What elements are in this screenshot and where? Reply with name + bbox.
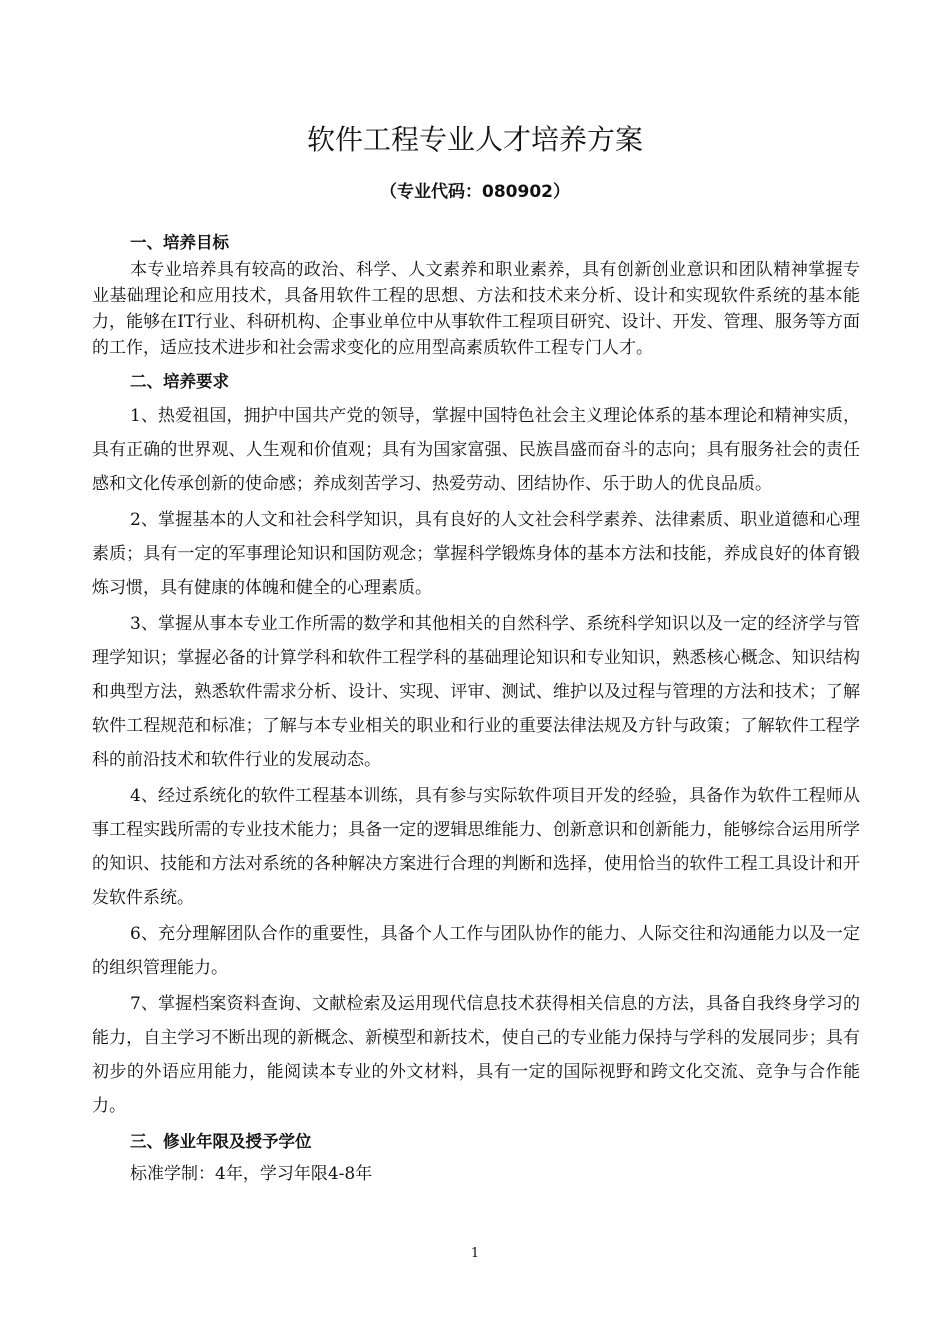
requirement-item-7: 7、掌握档案资料查询、文献检索及运用现代信息技术获得相关信息的方法，具备自我终身学习的能力，自主学习不断出现的新概念、新模型和新技术，使自己的专业能力保持与学科的发展同步；具有初步的外语应用能力，能阅读本专业的外文材料，具有一定的国际视野和跨文化交流、竞争与合作能力。 bbox=[92, 994, 860, 1116]
requirement-item-2: 2、掌握基本的人文和社会科学知识，具有良好的人文社会科学素养、法律素质、职业道德和心理素质；具有一定的军事理论知识和国防观念；掌握科学锻炼身体的基本方法和技能，养成良好的体育锻炼习惯，具有健康的体魄和健全的心理素质。 bbox=[92, 510, 860, 598]
section-heading-goal: 一、培养目标 bbox=[130, 233, 229, 252]
duration-paragraph: 标准学制：4年，学习年限4-8年 bbox=[130, 1164, 373, 1184]
section-heading-duration: 三、修业年限及授予学位 bbox=[130, 1132, 312, 1151]
requirement-item-1: 1、热爱祖国，拥护中国共产党的领导，掌握中国特色社会主义理论体系的基本理论和精神实质，具有正确的世界观、人生观和价值观；具有为国家富强、民族昌盛而奋斗的志向；具有服务社会的责任感和文化传承创新的使命感；养成刻苦学习、热爱劳动、团结协作、乐于助人的优良品质。 bbox=[92, 406, 860, 494]
document-title: 软件工程专业人才培养方案 bbox=[306, 123, 643, 156]
major-code: （专业代码：080902） bbox=[380, 182, 570, 202]
goal-paragraph: 本专业培养具有较高的政治、科学、人文素养和职业素养，具有创新创业意识和团队精神掌握专业基础理论和应用技术，具备用软件工程的思想、方法和技术来分析、设计和实现软件系统的基本能力，能够在IT行业、科研机构、企事业单位中从事软件工程项目研究、设计、开发、管理、服务等方面的工作，适应技术进步和社会需求变化的应用型高素质软件工程专门人才。 bbox=[92, 260, 860, 358]
page-number: 1 bbox=[470, 1246, 480, 1261]
requirement-item-6: 6、充分理解团队合作的重要性，具备个人工作与团队协作的能力、人际交往和沟通能力以及一定的组织管理能力。 bbox=[92, 924, 860, 978]
requirement-item-3: 3、掌握从事本专业工作所需的数学和其他相关的自然科学、系统科学知识以及一定的经济学与管理学知识；掌握必备的计算学科和软件工程学科的基础理论知识和专业知识，熟悉核心概念、知识结构和典型方法，熟悉软件需求分析、设计、实现、评审、测试、维护以及过程与管理的方法和技术；了解软件工程规范和标准；了解与本专业相关的职业和行业的重要法律法规及方针与政策；了解软件工程学科的前沿技术和软件行业的发展动态。 bbox=[92, 614, 860, 770]
document-body bbox=[92, 229, 860, 1191]
requirement-item-4: 4、经过系统化的软件工程基本训练，具有参与实际软件项目开发的经验，具备作为软件工程师从事工程实践所需的专业技术能力；具备一定的逻辑思维能力、创新意识和创新能力，能够综合运用所学的知识、技能和方法对系统的各种解决方案进行合理的判断和选择，使用恰当的软件工程工具设计和开发软件系统。 bbox=[92, 786, 860, 908]
section-heading-requirements: 二、培养要求 bbox=[130, 372, 229, 391]
